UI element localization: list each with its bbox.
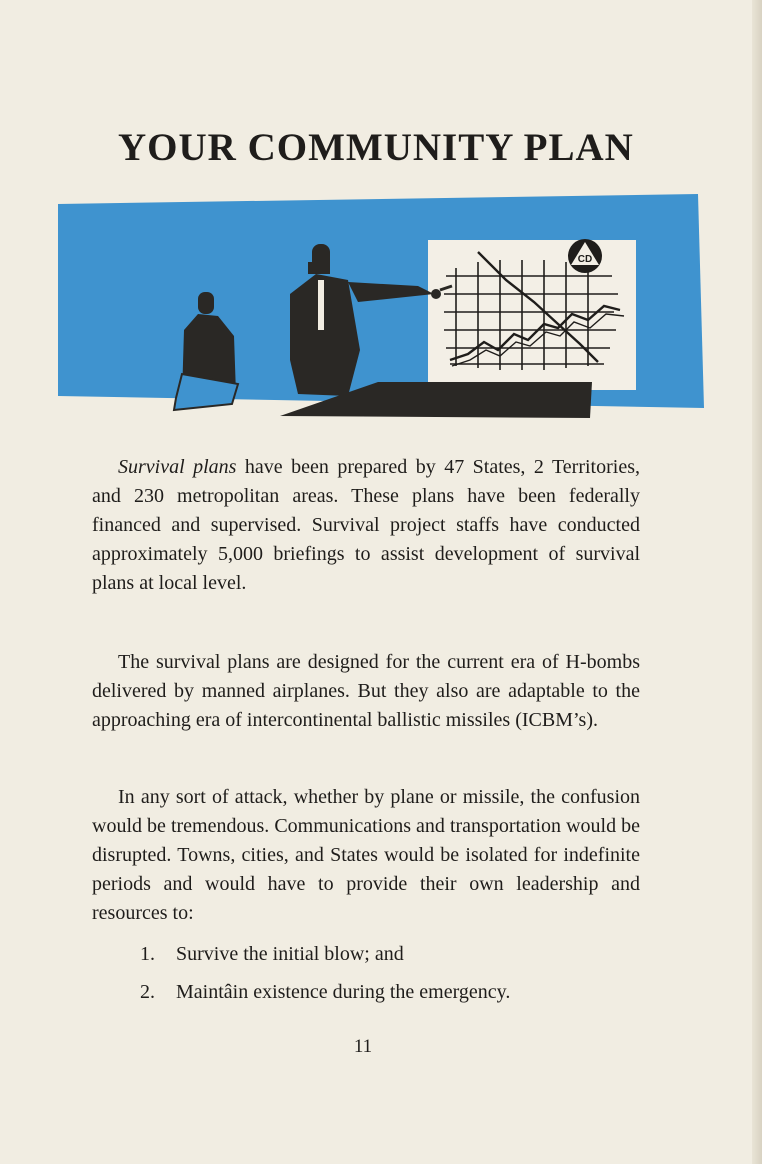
page-title: YOUR COMMUNITY PLAN <box>118 126 634 169</box>
list-item <box>140 935 640 973</box>
paragraph-survival-plans <box>92 453 640 598</box>
italic-lead: Survival plans <box>118 456 237 478</box>
page-number: 11 <box>353 1036 373 1057</box>
emblem-text: CD <box>577 254 593 265</box>
briefing-illustration <box>58 190 706 426</box>
list-number: 2. <box>140 980 155 1003</box>
list-text: Maintâin existence during the emergency. <box>176 980 511 1003</box>
paragraph-attack <box>92 783 640 928</box>
list-number: 1. <box>140 942 155 965</box>
paragraph-h-bombs <box>92 648 640 735</box>
paragraph-text: The survival plans are designed for the current era of H-bombs delivered by manned airplanes. But they also are adaptable to the approaching era of intercontinental ballistic missiles (ICBM’s). <box>92 651 640 731</box>
civil-defense-emblem <box>568 239 602 273</box>
list-item <box>140 973 640 1011</box>
list-text: Survive the initial blow; and <box>176 942 404 965</box>
paragraph-text: have been prepared by 47 States, 2 Territories, and 230 metropolitan areas. These plans have been federally financed and supervised. Survival project staffs have conducted approximately 5,000 briefings to assist development of survival plans at local level. <box>92 456 640 594</box>
numbered-list <box>140 935 640 1011</box>
paragraph-text: In any sort of attack, whether by plane or missile, the confusion would be tremendous. Communications and transportation would be disrupted. Towns, cities, and States would be isolated for indefinite periods and would have to provide their own leadership and resources to: <box>92 786 640 924</box>
page-edge <box>752 0 762 1164</box>
